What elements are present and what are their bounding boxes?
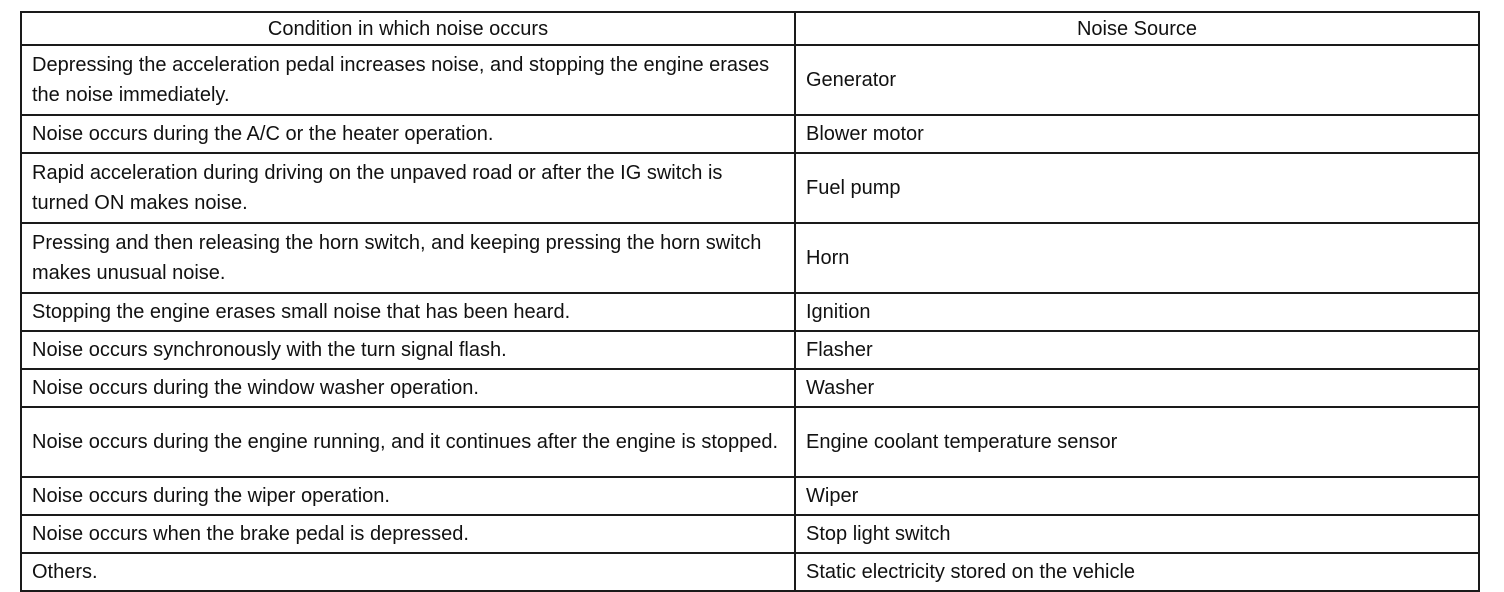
table-row: [21, 407, 1479, 477]
header-row: [21, 12, 1479, 45]
table-row: [21, 553, 1479, 591]
header-noise-source: Noise Source: [795, 12, 1479, 45]
noise-source-table: [20, 11, 1480, 592]
condition-cell: Noise occurs during the wiper operation.: [21, 477, 795, 515]
condition-cell: Others.: [21, 553, 795, 591]
table-row: [21, 45, 1479, 115]
condition-cell: Depressing the acceleration pedal increases noise, and stopping the engine erases the noise immediately.: [21, 45, 795, 115]
table-body: [21, 45, 1479, 591]
table-row: [21, 223, 1479, 293]
condition-cell: Stopping the engine erases small noise that has been heard.: [21, 293, 795, 331]
noise-source-cell: Static electricity stored on the vehicle: [795, 553, 1479, 591]
noise-source-table-container: [20, 11, 1478, 592]
noise-source-cell: Engine coolant temperature sensor: [795, 407, 1479, 477]
condition-cell: Noise occurs during the A/C or the heater operation.: [21, 115, 795, 153]
table-row: [21, 369, 1479, 407]
table-row: [21, 477, 1479, 515]
table-row: [21, 153, 1479, 223]
table-row: [21, 331, 1479, 369]
noise-source-cell: Flasher: [795, 331, 1479, 369]
table-row: [21, 115, 1479, 153]
header-condition: Condition in which noise occurs: [21, 12, 795, 45]
noise-source-cell: Ignition: [795, 293, 1479, 331]
condition-cell: Noise occurs during the engine running, and it continues after the engine is stopped.: [21, 407, 795, 477]
noise-source-cell: Generator: [795, 45, 1479, 115]
noise-source-cell: Washer: [795, 369, 1479, 407]
condition-cell: Rapid acceleration during driving on the unpaved road or after the IG switch is turned ON makes noise.: [21, 153, 795, 223]
condition-cell: Noise occurs during the window washer operation.: [21, 369, 795, 407]
condition-cell: Noise occurs when the brake pedal is depressed.: [21, 515, 795, 553]
noise-source-cell: Stop light switch: [795, 515, 1479, 553]
condition-cell: Noise occurs synchronously with the turn signal flash.: [21, 331, 795, 369]
table-header: [21, 12, 1479, 45]
noise-source-cell: Blower motor: [795, 115, 1479, 153]
noise-source-cell: Fuel pump: [795, 153, 1479, 223]
table-row: [21, 293, 1479, 331]
noise-source-cell: Wiper: [795, 477, 1479, 515]
table-row: [21, 515, 1479, 553]
noise-source-cell: Horn: [795, 223, 1479, 293]
condition-cell: Pressing and then releasing the horn switch, and keeping pressing the horn switch makes unusual noise.: [21, 223, 795, 293]
